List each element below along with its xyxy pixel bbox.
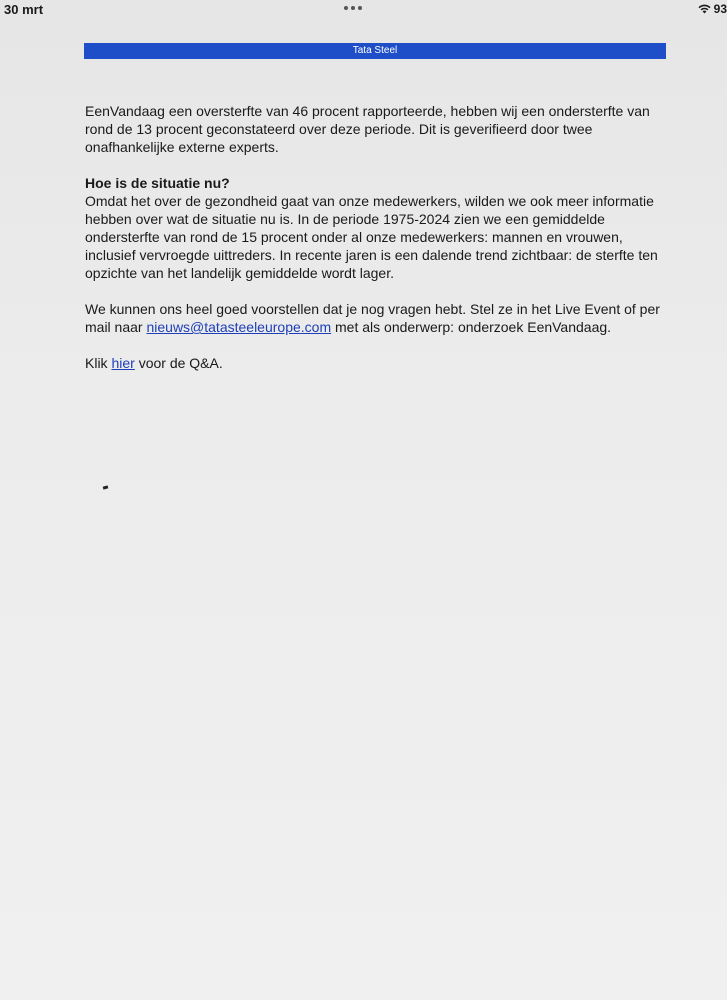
qa-text-before: Klik	[85, 355, 112, 371]
status-bar	[0, 0, 727, 20]
paragraph-intro: EenVandaag een oversterfte van 46 procent rapporteerde, hebben wij een ondersterfte van rond de 13 procent geconstateerd over deze periode. Dit is geverifieerd door twee onafhankelijke externe experts.	[85, 103, 650, 155]
email-header-banner: Tata Steel	[84, 43, 666, 59]
questions-text-after: met als onderwerp: onderzoek EenVandaag.	[331, 319, 612, 335]
section-situation	[85, 174, 670, 282]
paragraph-situation: Omdat het over de gezondheid gaat van onze medewerkers, wilden we ook meer informatie hebben over wat de situatie nu is. In de periode 1975-2024 zien we een gemiddelde ondersterfte van rond de 15 procent onder al onze medewerkers: mannen en vrouwen, inclusief vervroegde uittreders. In recente jaren is een dalende trend zichtbaar: de sterfte ten opzichte van het landelijk gemiddelde wordt lager.	[85, 193, 658, 281]
questions-text-before: We kunnen ons heel goed voorstellen dat je nog vragen hebt. Stel ze in het Live Event of per mail naar	[85, 301, 660, 335]
qa-text-after: voor de Q&A.	[134, 355, 223, 371]
wifi-icon	[698, 4, 711, 14]
paragraph-qa	[85, 354, 670, 372]
status-indicators	[698, 2, 727, 16]
multitasking-dots-icon[interactable]	[344, 6, 362, 10]
paragraph-questions	[85, 300, 670, 336]
email-body	[85, 102, 670, 390]
cursor-mark	[103, 485, 109, 489]
qa-link[interactable]: hier	[111, 355, 135, 371]
status-date: 30 mrt	[4, 2, 44, 17]
section-heading: Hoe is de situatie nu?	[85, 175, 230, 191]
battery-percentage: 93	[713, 2, 727, 16]
email-link[interactable]: nieuws@tatasteeleurope.com	[146, 319, 332, 335]
